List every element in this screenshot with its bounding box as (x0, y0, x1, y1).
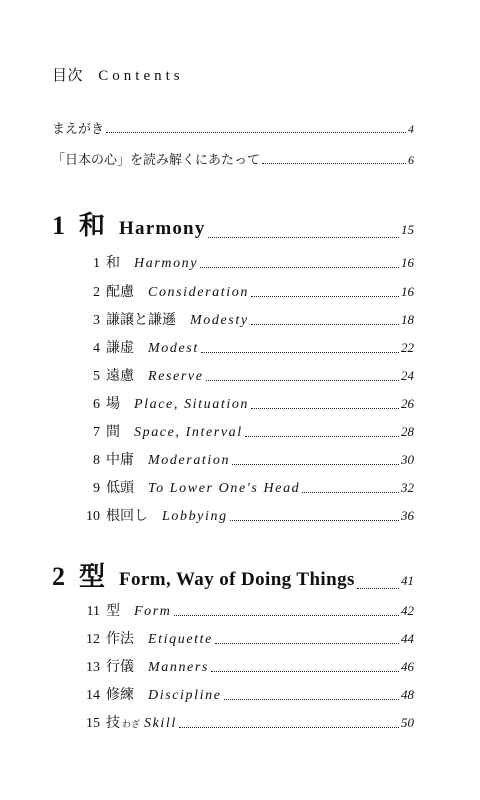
item-kanji: 根回し (106, 508, 148, 524)
toc-heading (52, 64, 184, 85)
chapter-1-heading[interactable] (52, 205, 414, 242)
item-number: 1 (93, 256, 100, 271)
item-kanji: 配慮 (106, 284, 134, 300)
toc-item[interactable] (72, 449, 414, 469)
toc-item[interactable] (72, 600, 414, 620)
item-kanji: 謙譲と謙遜 (106, 312, 176, 328)
dot-leader (206, 380, 399, 381)
page-number: 16 (401, 255, 414, 270)
item-ruby: わざ (122, 720, 141, 730)
page-number: 22 (401, 340, 414, 355)
dot-leader (224, 699, 399, 700)
item-number: 4 (93, 341, 100, 356)
dot-leader (230, 520, 399, 521)
page-number: 30 (401, 452, 414, 467)
page-number: 50 (401, 715, 414, 730)
toc-item[interactable] (72, 628, 414, 648)
toc-entry-preface[interactable] (52, 118, 414, 137)
item-english: Harmony (134, 256, 199, 271)
item-number: 3 (93, 313, 100, 328)
chapter-title: Form, Way of Doing Things (119, 569, 355, 590)
item-english: Modest (148, 341, 199, 356)
item-english: To Lower One's Head (148, 481, 301, 496)
item-number: 7 (93, 425, 100, 440)
chapter-title: Harmony (119, 218, 206, 239)
page-number: 18 (401, 312, 414, 327)
item-kanji: 謙虚 (106, 340, 134, 356)
item-number: 10 (86, 509, 100, 524)
item-kanji: 中庸 (106, 452, 134, 468)
item-kanji: 型 (106, 603, 120, 619)
page-number: 42 (401, 603, 414, 618)
dot-leader (200, 267, 399, 268)
item-kanji: 場 (106, 396, 120, 412)
toc-item[interactable] (72, 421, 414, 441)
dot-leader (208, 237, 399, 238)
item-english: Space, Interval (134, 425, 243, 440)
item-number: 12 (86, 632, 100, 647)
item-number: 14 (86, 688, 100, 703)
dot-leader (179, 727, 399, 728)
item-number: 6 (93, 397, 100, 412)
chapter-kanji: 型 (79, 562, 106, 592)
entry-title: まえがき (52, 122, 105, 137)
item-english: Lobbying (162, 509, 228, 524)
item-english: Place, Situation (134, 397, 250, 412)
page-number: 44 (401, 631, 414, 646)
item-kanji: 作法 (106, 631, 134, 647)
entry-title: 「日本の心」を読み解くにあたって (52, 153, 261, 168)
dot-leader (357, 588, 399, 589)
item-english: Form (134, 604, 172, 619)
item-english: Moderation (148, 453, 231, 468)
item-number: 8 (93, 453, 100, 468)
dot-leader (302, 492, 399, 493)
page-number: 41 (401, 573, 414, 588)
toc-item[interactable] (72, 309, 414, 329)
toc-item[interactable] (72, 505, 414, 525)
item-kanji: 技 (106, 715, 120, 731)
toc-heading-en: Contents (98, 68, 184, 84)
dot-leader (251, 296, 399, 297)
page-number: 16 (401, 284, 414, 299)
dot-leader (251, 408, 399, 409)
item-kanji: 間 (106, 424, 120, 440)
toc-item[interactable] (72, 281, 414, 301)
dot-leader (251, 324, 399, 325)
item-number: 5 (93, 369, 100, 384)
item-number: 11 (86, 604, 100, 619)
toc-item[interactable] (72, 337, 414, 357)
item-kanji: 和 (106, 255, 120, 271)
dot-leader (262, 163, 406, 164)
page-number: 26 (401, 396, 414, 411)
page-number: 46 (401, 659, 414, 674)
dot-leader (215, 643, 399, 644)
chapter-number: 2 (52, 562, 65, 591)
item-number: 15 (86, 716, 100, 731)
toc-heading-jp: 目次 (52, 66, 84, 84)
toc-item[interactable] (72, 684, 414, 704)
chapter-number: 1 (52, 211, 65, 240)
page-number: 48 (401, 687, 414, 702)
toc-item[interactable] (72, 365, 414, 385)
item-english: Manners (148, 660, 209, 675)
dot-leader (245, 436, 399, 437)
toc-item[interactable] (72, 712, 414, 732)
item-english: Modesty (190, 313, 249, 328)
page-number: 28 (401, 424, 414, 439)
page-number: 15 (401, 222, 414, 237)
toc-item[interactable] (72, 252, 414, 272)
dot-leader (174, 615, 399, 616)
item-english: Reserve (148, 369, 204, 384)
page-number: 32 (401, 480, 414, 495)
dot-leader (232, 464, 399, 465)
page-number: 4 (408, 122, 414, 136)
chapter-2-heading[interactable] (52, 556, 414, 593)
page-number: 6 (408, 153, 414, 167)
toc-entry-reading-guide[interactable] (52, 149, 414, 168)
page-number: 24 (401, 368, 414, 383)
dot-leader (211, 671, 399, 672)
toc-item[interactable] (72, 656, 414, 676)
item-english: Discipline (148, 688, 222, 703)
item-kanji: 低頭 (106, 480, 134, 496)
item-kanji: 遠慮 (106, 368, 134, 384)
item-kanji: 修練 (106, 687, 134, 703)
item-kanji: 行儀 (106, 659, 134, 675)
toc-item[interactable] (72, 477, 414, 497)
dot-leader (106, 132, 406, 133)
item-english: Consideration (148, 285, 249, 300)
item-number: 2 (93, 285, 100, 300)
item-number: 9 (93, 481, 100, 496)
toc-item[interactable] (72, 393, 414, 413)
dot-leader (201, 352, 399, 353)
page-number: 36 (401, 508, 414, 523)
chapter-kanji: 和 (79, 211, 106, 241)
item-english: Etiquette (148, 632, 213, 647)
item-english: Skill (144, 716, 177, 731)
item-number: 13 (86, 660, 100, 675)
